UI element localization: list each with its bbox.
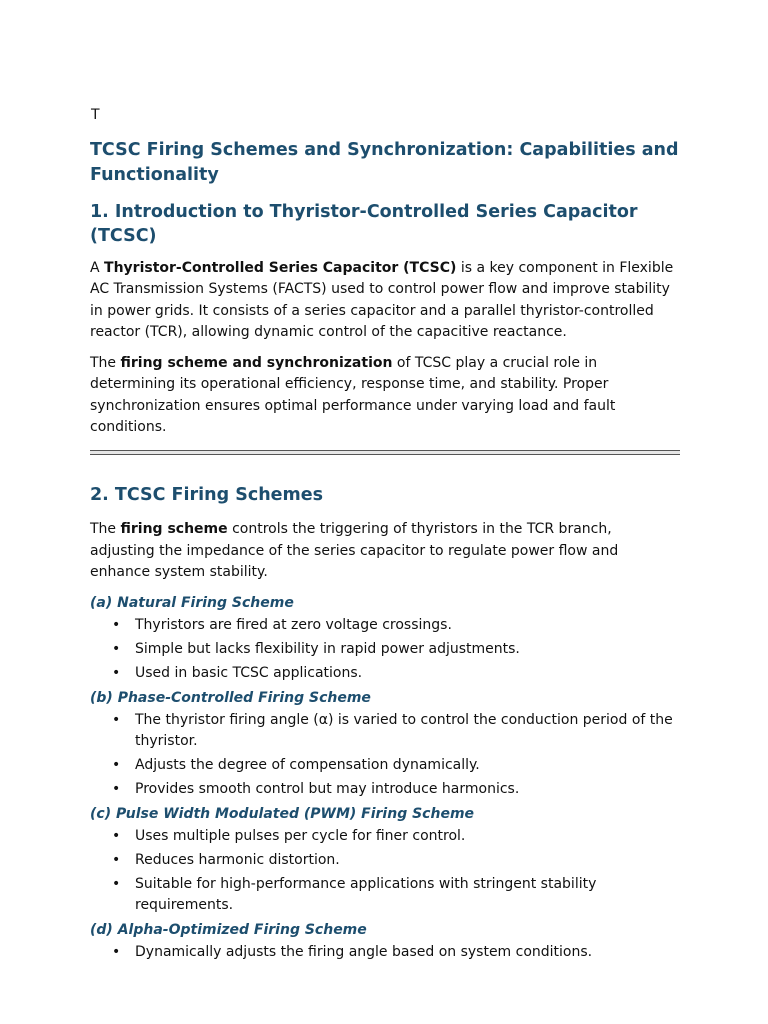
intro-paragraph-1 xyxy=(90,258,680,343)
list-item-text: Simple but lacks flexibility in rapid power adjustments. xyxy=(135,641,520,658)
subsection-heading-phase-controlled: (b) Phase-Controlled Firing Scheme xyxy=(90,690,371,707)
phase-controlled-list xyxy=(90,710,680,800)
list-item-text: Adjusts the degree of compensation dynamically. xyxy=(135,757,480,774)
bullet-icon: • xyxy=(112,828,121,845)
bullet-icon: • xyxy=(112,876,121,893)
list-item xyxy=(90,639,680,660)
document-body xyxy=(90,104,680,967)
text-run: A xyxy=(90,260,105,276)
list-item xyxy=(90,874,680,916)
intro-paragraph-2 xyxy=(90,353,680,438)
list-item xyxy=(90,779,680,800)
list-item-text: Suitable for high-performance applications with stringent stability requirements. xyxy=(135,876,597,914)
list-item xyxy=(90,850,680,871)
pwm-list xyxy=(90,826,680,916)
list-item xyxy=(90,826,680,847)
section-2-heading: 2. TCSC Firing Schemes xyxy=(90,485,324,506)
text-run: The xyxy=(90,355,121,372)
text-run: of TCSC play a crucial role in determining its operational efficiency, response time, and stability. Proper synchronization ensures optimal performance under varying load and fault conditions. xyxy=(90,355,616,436)
list-item xyxy=(90,942,680,963)
list-item-text: Thyristors are fired at zero voltage crossings. xyxy=(135,617,452,634)
horizontal-divider xyxy=(90,450,680,455)
text-run: controls the triggering of thyristors in the TCR branch, adjusting the impedance of the series capacitor to regulate power flow and enhance system stability. xyxy=(90,521,619,580)
bullet-icon: • xyxy=(112,641,121,658)
bold-term: firing scheme and synchronization xyxy=(120,355,393,372)
subsection-heading-pwm: (c) Pulse Width Modulated (PWM) Firing Scheme xyxy=(90,806,475,823)
firing-scheme-intro xyxy=(90,519,680,583)
list-item xyxy=(90,663,680,684)
list-item xyxy=(90,710,680,752)
list-item-text: Provides smooth control but may introduce harmonics. xyxy=(135,781,520,798)
stray-text: T xyxy=(91,107,100,123)
bullet-icon: • xyxy=(112,617,121,634)
alpha-optimized-list xyxy=(90,942,680,963)
bullet-icon: • xyxy=(112,712,121,729)
list-item xyxy=(90,615,680,636)
natural-firing-list xyxy=(90,615,680,684)
bullet-icon: • xyxy=(112,665,121,682)
list-item-text: Used in basic TCSC applications. xyxy=(135,665,363,682)
text-run: The xyxy=(90,521,121,538)
list-item-text: Dynamically adjusts the firing angle based on system conditions. xyxy=(135,944,593,961)
bullet-icon: • xyxy=(112,781,121,798)
list-item xyxy=(90,755,680,776)
list-item-text: The thyristor firing angle (α) is varied to control the conduction period of the thyristor. xyxy=(135,712,673,750)
subsection-heading-alpha-optimized: (d) Alpha-Optimized Firing Scheme xyxy=(90,922,367,939)
bold-term: Thyristor-Controlled Series Capacitor (TCSC) xyxy=(104,260,457,276)
document-title: TCSC Firing Schemes and Synchronization: Capabilities and Functionality xyxy=(90,140,679,185)
subsection-heading-natural: (a) Natural Firing Scheme xyxy=(90,595,294,612)
bullet-icon: • xyxy=(112,944,121,961)
bold-term: firing scheme xyxy=(120,521,228,538)
list-item-text: Uses multiple pulses per cycle for finer control. xyxy=(135,828,466,845)
list-item-text: Reduces harmonic distortion. xyxy=(135,852,340,869)
text-run: is a key component in Flexible AC Transmission Systems (FACTS) used to control power flow and improve stability in power grids. It consists of a series capacitor and a parallel thyristor-controlled reactor (TCR), allowing dynamic control of the capacitive reactance. xyxy=(90,260,674,340)
bullet-icon: • xyxy=(112,757,121,774)
bullet-icon: • xyxy=(112,852,121,869)
section-1-heading: 1. Introduction to Thyristor-Controlled Series Capacitor (TCSC) xyxy=(90,202,638,246)
